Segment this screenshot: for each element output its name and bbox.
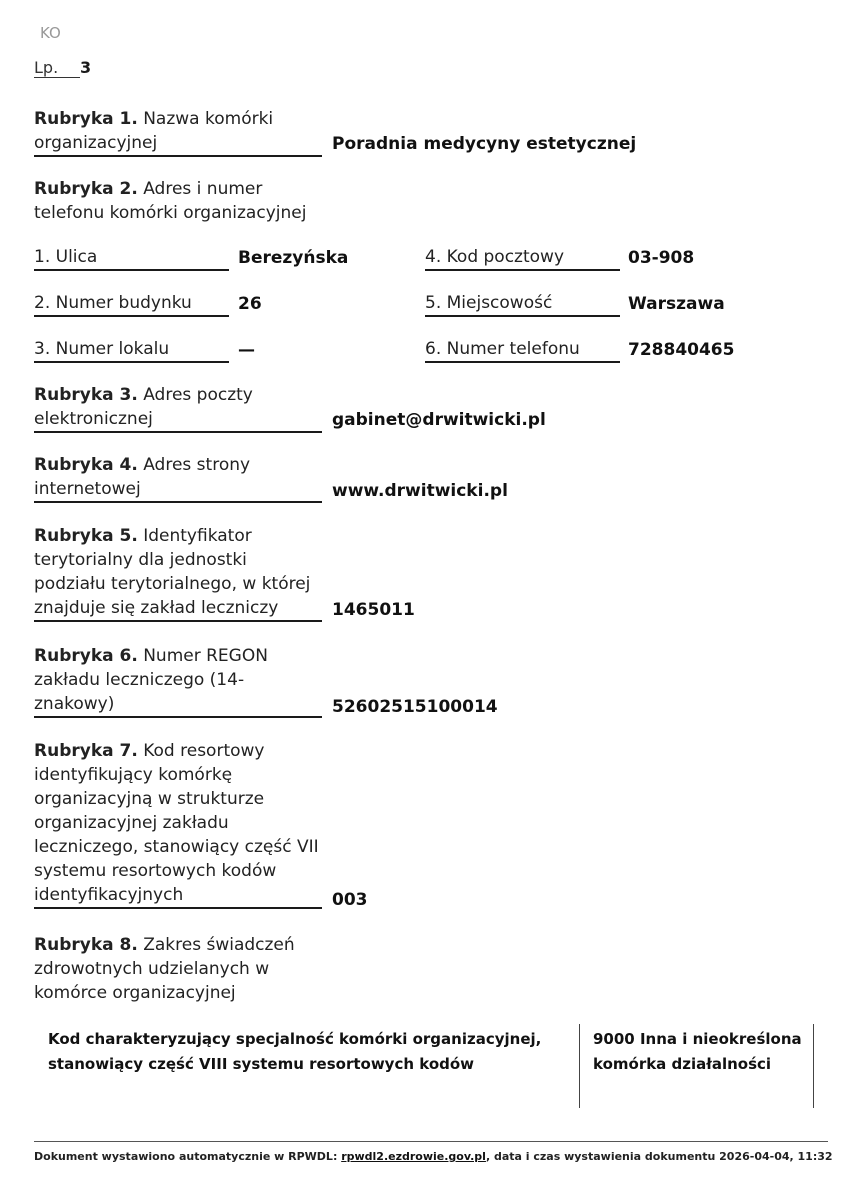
rubryka-7-line4: organizacyjnej zakładu: [34, 813, 229, 833]
rubryka-2-line2: telefonu komórki organizacyjnej: [34, 203, 307, 223]
rubryka-7-line2: identyfikujący komórkę: [34, 765, 233, 785]
specialty-label-line2: stanowiący część VIII systemu resortowych kodów: [48, 1055, 475, 1073]
rubryka-8-line2: zdrowotnych udzielanych w: [34, 959, 270, 979]
rubryka-4-label: [34, 453, 322, 503]
document-code: KO: [40, 24, 61, 42]
rubryka-2-prefix: Rubryka 2.: [34, 179, 138, 199]
rubryka-3-prefix: Rubryka 3.: [34, 385, 138, 405]
rubryka-2-line1: Adres i numer: [143, 179, 263, 199]
kod-pocztowy-label: 4. Kod pocztowy: [425, 245, 620, 271]
budynek-label: 2. Numer budynku: [34, 291, 229, 317]
rubryka-5-value: 1465011: [332, 600, 415, 620]
footer-link[interactable]: rpwdl2.ezdrowie.gov.pl: [341, 1150, 486, 1163]
specialty-divider-left: [579, 1024, 580, 1108]
lokal-label: 3. Numer lokalu: [34, 337, 229, 363]
rubryka-8-line3: komórce organizacyjnej: [34, 983, 236, 1003]
rubryka-4-value: www.drwitwicki.pl: [332, 481, 508, 501]
rubryka-8-label: [34, 933, 322, 1005]
rubryka-4-line1: Adres strony: [143, 455, 251, 475]
rubryka-7-prefix: Rubryka 7.: [34, 741, 138, 761]
miejscowosc-value: Warszawa: [628, 294, 725, 314]
specialty-value-line1: 9000 Inna i nieokreślona: [593, 1030, 802, 1048]
rubryka-6-line2: zakładu leczniczego (14-: [34, 670, 245, 690]
rubryka-7-line3: organizacyjną w strukturze: [34, 789, 265, 809]
telefon-value: 728840465: [628, 340, 735, 360]
footer-suffix: , data i czas wystawienia dokumentu 2026-04-04, 11:32: [485, 1150, 833, 1163]
rubryka-3-value: gabinet@drwitwicki.pl: [332, 410, 546, 430]
rubryka-5-line4: znajduje się zakład leczniczy: [34, 598, 279, 618]
rubryka-6-value: 52602515100014: [332, 697, 498, 717]
specialty-label: [48, 1027, 541, 1077]
rubryka-5-line3: podziału terytorialnego, w której: [34, 574, 311, 594]
rubryka-6-line1: Numer REGON: [143, 646, 268, 666]
rubryka-7-line7: identyfikacyjnych: [34, 885, 184, 905]
specialty-value: [593, 1027, 802, 1077]
rubryka-5-prefix: Rubryka 5.: [34, 526, 138, 546]
rubryka-4-prefix: Rubryka 4.: [34, 455, 138, 475]
footer-rule: [34, 1141, 828, 1142]
rubryka-7-value: 003: [332, 890, 368, 910]
lp-row: [34, 58, 91, 78]
specialty-divider-right: [813, 1024, 814, 1108]
lokal-value: —: [238, 340, 255, 360]
rubryka-6-prefix: Rubryka 6.: [34, 646, 138, 666]
lp-value: 3: [80, 58, 92, 77]
rubryka-2-label: [34, 177, 334, 225]
ulica-label: 1. Ulica: [34, 245, 229, 271]
rubryka-1-prefix: Rubryka 1.: [34, 109, 138, 129]
rubryka-7-line5: leczniczego, stanowiący część VII: [34, 837, 319, 857]
rubryka-5-line2: terytorialny dla jednostki: [34, 550, 247, 570]
rubryka-1-value: Poradnia medycyny estetycznej: [332, 134, 637, 154]
kod-pocztowy-value: 03-908: [628, 248, 695, 268]
rubryka-3-label: [34, 383, 322, 433]
rubryka-7-line6: systemu resortowych kodów: [34, 861, 277, 881]
footer-text: [34, 1150, 833, 1163]
telefon-label: 6. Numer telefonu: [425, 337, 620, 363]
budynek-value: 26: [238, 294, 262, 314]
specialty-label-line1: Kod charakteryzujący specjalność komórki organizacyjnej,: [48, 1030, 542, 1048]
rubryka-1-label: [34, 107, 322, 157]
rubryka-3-line2: elektronicznej: [34, 409, 153, 429]
footer-prefix: Dokument wystawiono automatycznie w RPWDL:: [34, 1150, 338, 1163]
rubryka-1-line2: organizacyjnej: [34, 133, 158, 153]
rubryka-4-line2: internetowej: [34, 479, 141, 499]
rubryka-7-label: [34, 739, 322, 909]
rubryka-8-prefix: Rubryka 8.: [34, 935, 138, 955]
rubryka-1-line1: Nazwa komórki: [143, 109, 274, 129]
lp-label: Lp.: [34, 58, 80, 78]
rubryka-5-line1: Identyfikator: [143, 526, 252, 546]
specialty-value-line2: komórka działalności: [593, 1055, 772, 1073]
rubryka-7-line1: Kod resortowy: [143, 741, 265, 761]
ulica-value: Berezyńska: [238, 248, 349, 268]
miejscowosc-label: 5. Miejscowość: [425, 291, 620, 317]
rubryka-5-label: [34, 524, 322, 622]
rubryka-6-line3: znakowy): [34, 694, 115, 714]
rubryka-8-line1: Zakres świadczeń: [143, 935, 295, 955]
rubryka-3-line1: Adres poczty: [143, 385, 253, 405]
rubryka-6-label: [34, 644, 322, 718]
